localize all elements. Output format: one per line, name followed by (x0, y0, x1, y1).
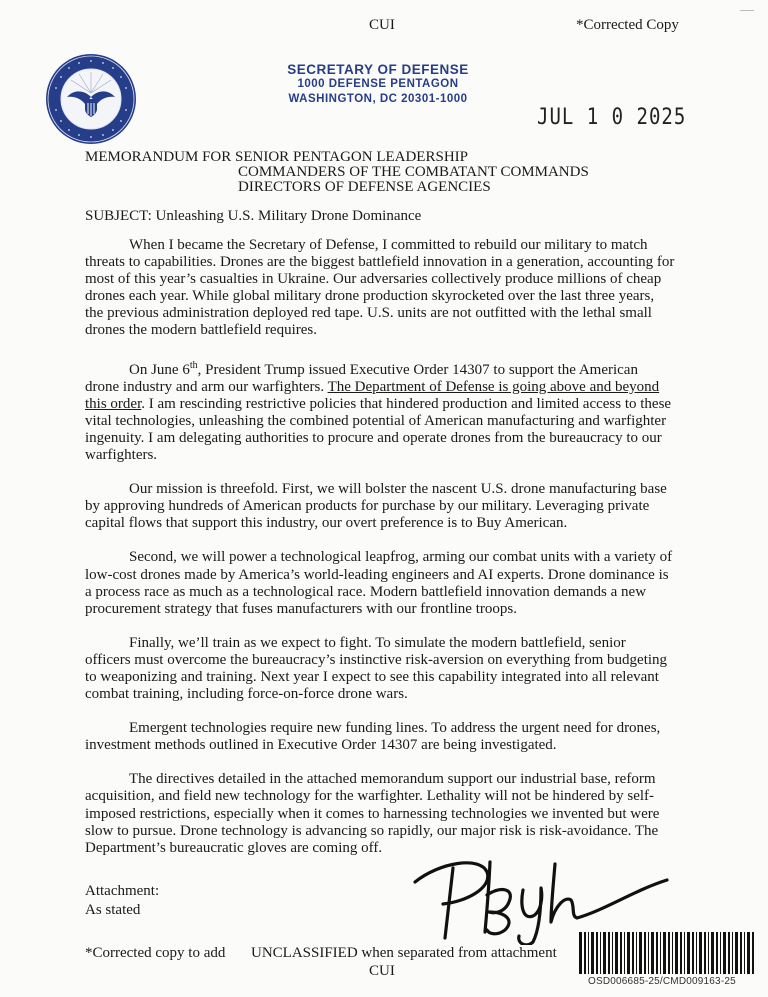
barcode-bar (684, 932, 685, 974)
p2-part-a: On June 6 (129, 361, 190, 378)
barcode-bar (687, 932, 690, 974)
unclassified-notice: UNCLASSIFIED when separated from attachment (251, 945, 557, 961)
p2-underlined-text: The Department of Defense is going above and beyond this order (85, 378, 660, 412)
barcode-bar (660, 932, 661, 974)
barcode-bar (740, 932, 742, 974)
memo-subject: SUBJECT: Unleashing U.S. Military Drone Dominance (85, 208, 422, 224)
corrected-copy-label: *Corrected Copy (576, 17, 679, 33)
department-of-defense-seal (45, 53, 137, 145)
body-paragraph-2 (85, 357, 675, 465)
p2-part-b: , President Trump issued Executive Order 14307 to support the American drone industry and arm our warfighters. (85, 361, 638, 395)
barcode-bar (644, 932, 646, 974)
signature (405, 850, 675, 945)
barcode-bar (620, 932, 622, 974)
barcode-bar (663, 932, 666, 974)
barcode-bar (747, 932, 750, 974)
barcode-bar (711, 932, 714, 974)
barcode-bar (675, 932, 678, 974)
barcode-bar (723, 932, 726, 974)
barcode-bar (648, 932, 649, 974)
barcode-bar (680, 932, 682, 974)
barcode-bar (668, 932, 670, 974)
barcode-bar (692, 932, 694, 974)
barcode-bar (672, 932, 673, 974)
corrected-copy-footnote: *Corrected copy to add (85, 945, 226, 961)
body-paragraph-4: Second, we will power a technological leapfrog, arming our combat units with a variety of low-cost drones made by America’s world-leading engineers and AI experts. Drone dominance is a process race as much as a technological race. Modern battlefield innovation demands a new procurement strategy that fuses manufacturers with our frontline troops. (85, 549, 673, 617)
memo-for-line1: MEMORANDUM FOR SENIOR PENTAGON LEADERSHIP (85, 149, 468, 165)
barcode-bar (579, 932, 582, 974)
barcode-bar (744, 932, 745, 974)
barcode-bar (639, 932, 642, 974)
barcode-bar (632, 932, 634, 974)
barcode-bar (615, 932, 618, 974)
page-mark (740, 10, 754, 11)
p2-part-c: . I am rescinding restrictive policies that hindered production and limited access to these vital technologies, unleashing the combined potential of American manufacturing and warfighter ingenuity. I am delegating authorities to procure and operate drones from the bureaucracy to our warfighters. (85, 395, 672, 464)
letterhead-title: SECRETARY OF DEFENSE (287, 62, 469, 77)
barcode-bar (612, 932, 613, 974)
barcode-bar (596, 932, 598, 974)
barcode-bar (708, 932, 709, 974)
barcode-bar (704, 932, 706, 974)
barcode-id: OSD006685-25/CMD009163-25 (588, 976, 736, 987)
barcode-bar (651, 932, 654, 974)
body-paragraph-7: The directives detailed in the attached memorandum support our industrial base, reform acquisition, and field new technology for the warfighter. Lethality will not be hindered by self-imposed restrictions, especially when it comes to harnessing technologies we invented but were slow to pursue. Drone technology is advancing so rapidly, our major risk is risk-avoidance. The Department’s bureaucratic gloves are coming off. (85, 771, 660, 856)
attachment-block (85, 882, 159, 920)
memo-body (85, 237, 675, 874)
attachment-label: Attachment: (85, 883, 160, 899)
barcode-bar (627, 932, 630, 974)
barcode-bar (699, 932, 702, 974)
footer-classification: CUI (369, 963, 395, 979)
barcode-bar (591, 932, 594, 974)
document-barcode (577, 932, 757, 976)
barcode-bar (720, 932, 721, 974)
date-stamp: JUL 1 0 2025 (537, 104, 687, 130)
letterhead-address-line2: WASHINGTON, DC 20301-1000 (288, 93, 468, 105)
body-paragraph-6: Emergent technologies require new funding lines. To address the urgent need for drones, investment methods outlined in Executive Order 14307 are being investigated. (85, 720, 661, 754)
barcode-bar (584, 932, 586, 974)
barcode-bar (600, 932, 601, 974)
barcode-bar (603, 932, 606, 974)
barcode-bar (735, 932, 738, 974)
body-paragraph-3: Our mission is threefold. First, we will bolster the nascent U.S. drone manufacturing base by approving hundreds of American products for purchase by our military. Leveraging private capital flows that support this industry, our overt preference is to Buy American. (85, 481, 667, 532)
barcode-bar (716, 932, 718, 974)
letterhead (250, 62, 506, 107)
barcode-bar (608, 932, 610, 974)
barcode-bar (588, 932, 589, 974)
letterhead-address-line1: 1000 DEFENSE PENTAGON (297, 78, 459, 90)
barcode-bar (752, 932, 754, 974)
body-paragraph-5: Finally, we’ll train as we expect to fight. To simulate the modern battlefield, senior officers must overcome the bureaucracy’s instinctive risk-aversion on everything from budgeting to weaponizing and training. Next year I expect to see this capability integrated into all relevant combat training, including force-on-force drone wars. (85, 634, 668, 703)
p2-superscript: th (189, 359, 198, 371)
barcode-bar (656, 932, 658, 974)
barcode-bar (732, 932, 733, 974)
memo-for-line2: COMMANDERS OF THE COMBATANT COMMANDS (238, 164, 589, 180)
attachment-value: As stated (85, 902, 141, 918)
memo-for-line3: DIRECTORS OF DEFENSE AGENCIES (238, 179, 491, 195)
barcode-bar (624, 932, 625, 974)
body-paragraph-1: When I became the Secretary of Defense, I committed to rebuild our military to match threats to capabilities. Drones are the biggest battlefield innovation in a generation, accounting for most of this year’s casualties in Ukraine. Our adversaries collectively produce millions of cheap drones each year. While global military drone production skyrocketed over the last three years, the previous administration deployed red tape. U.S. units are not outfitted with the lethal small drones the modern battlefield requires. (85, 237, 675, 339)
header-classification: CUI (369, 17, 395, 33)
barcode-bar (636, 932, 637, 974)
barcode-bar (696, 932, 697, 974)
barcode-bar (728, 932, 730, 974)
